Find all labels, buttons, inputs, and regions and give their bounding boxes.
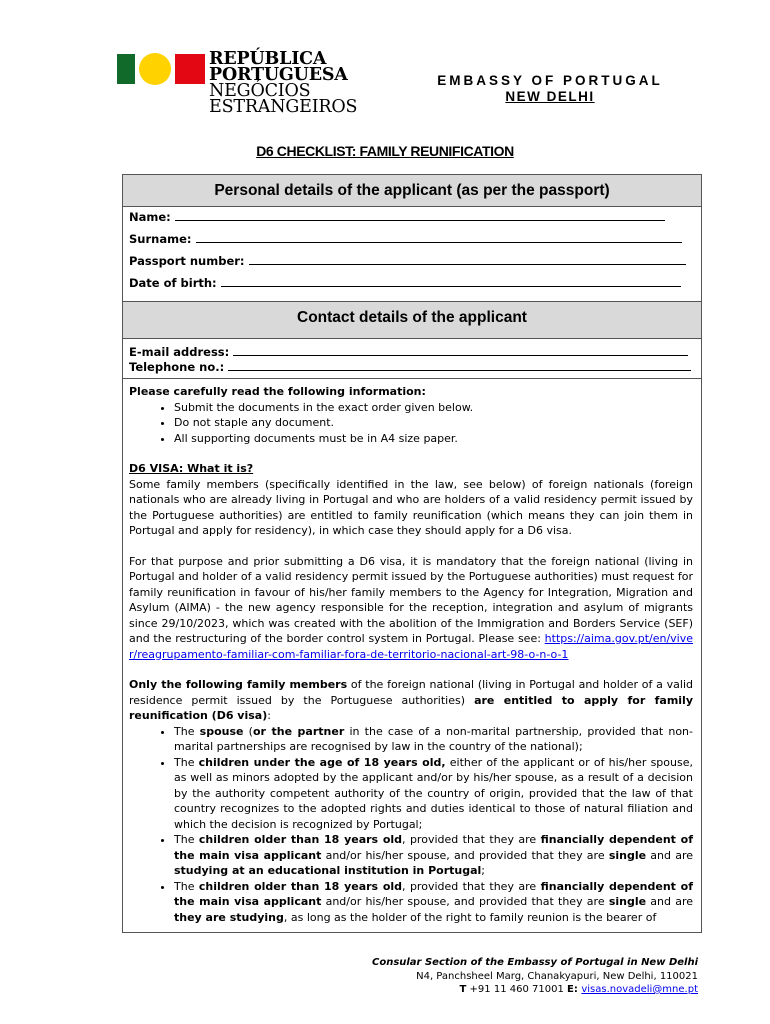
text: , provided that they are [402, 879, 541, 893]
email-input-line[interactable] [233, 345, 688, 356]
bold: children under the age of 18 years old, [198, 755, 446, 769]
contact-details-heading: Contact details of the applicant [123, 301, 701, 339]
bold: or the partner [252, 724, 345, 738]
footer-colon: : [573, 984, 582, 995]
logo-red-square [175, 54, 205, 84]
text: and are [646, 895, 694, 908]
text: , as long as the holder of the right to family reunion is the bearer of [283, 910, 657, 924]
info-item: • Submit the documents in the exact order given below. [174, 400, 693, 416]
text: in the case of a non-marital partnership, provided that non-marital partnerships are recognised by law in the country of the national); [174, 724, 693, 753]
intro-bold-1: Only the following family members [129, 678, 348, 691]
text: and/or his/her spouse, and provided that they are [321, 895, 609, 908]
personal-details-heading: Personal details of the applicant (as per the passport) [123, 175, 701, 207]
surname-label: Surname: [129, 232, 192, 246]
checklist-form [122, 174, 702, 933]
bold: single [608, 895, 647, 908]
bold: financially dependent of the main visa applicant [174, 833, 693, 862]
email-field[interactable] [129, 345, 693, 359]
date-of-birth-input-line[interactable] [221, 276, 681, 287]
aima-link[interactable]: https://aima.gov.pt/en/viver/reagrupamento-familiar-com-familiar-fora-de-territorio-nacional-art-98-o-n-o-1 [129, 632, 694, 661]
intro-text-1: of the foreign national (living in Portugal and holder of a valid residence permit issued by the Portuguese authorities) [129, 678, 693, 707]
telephone-input-line[interactable] [228, 360, 691, 371]
date-of-birth-field[interactable] [129, 276, 693, 290]
text: either of the applicant or of his/her spouse, as well as minors adopted by the applicant and/or by his/her spouse, as a result of a decision by the authority competent authority of the country of origin, provided that the law of that country recognizes to the adopted rights and duties identical to those of natural filiation and which the decision is recognized by Portugal; [174, 755, 693, 831]
email-label: E-mail address: [129, 345, 230, 359]
text: The [174, 724, 200, 738]
phone-label: T [459, 984, 467, 995]
telephone-field[interactable] [129, 360, 693, 374]
name-label: Name: [129, 210, 171, 224]
text: ; [481, 864, 485, 877]
d6-paragraph-2-text: For that purpose and prior submitting a D6 visa, it is mandatory that the foreign national (living in Portugal and holder of a valid residency permit issued by the Portuguese authorities) must request for family reunification in favour of his/her family members to the Agency for Integration, Migration and Asylum (AIMA) - the new agency responsible for the reception, integration and asylum of migrants since 29/10/2023, which was created with the abolition of the Immigration and Borders Service (SEF) and the restructuring of the border control system in Portugal. Please see: [129, 554, 693, 645]
member-children-under-18 [174, 755, 693, 833]
footer-consular-section: Consular Section of the Embassy of Portugal in New Delhi [371, 957, 698, 968]
name-field[interactable] [129, 210, 693, 224]
info-item: • Do not staple any document. [174, 415, 693, 431]
surname-input-line[interactable] [196, 232, 682, 243]
logo-yellow-circle [139, 53, 171, 85]
d6-paragraph-2 [129, 554, 693, 663]
text: The [174, 833, 199, 846]
information-section [129, 384, 693, 925]
member-spouse [174, 724, 693, 755]
passport-number-field[interactable] [129, 254, 693, 268]
footer-email-link[interactable]: visas.novadeli@mne.pt [581, 984, 698, 995]
logo-text-line-1: REPÚBLICA [209, 49, 327, 69]
text: The [174, 879, 199, 893]
text: and/or his/her spouse, and provided that they are [321, 848, 609, 862]
bold: single [608, 848, 647, 862]
footer-address: N4, Panchsheel Marg, Chanakyapuri, New Delhi, 110021 [416, 970, 698, 982]
bold: children older than 18 years old [198, 833, 403, 846]
logo-green-bar [117, 54, 135, 84]
intro-text-2: : [267, 709, 271, 722]
d6-paragraph-1: Some family members (specifically identified in the law, see below) of foreign nationals (foreign nationals who are already living in Portugal and who are holders of a valid residency permit issued by the Portuguese authorities) are entitled to family reunification (which means they can join them in Portugal and apply for residency), in which case they should apply for a D6 visa. [129, 477, 693, 537]
embassy-city: NEW DELHI [505, 89, 595, 104]
footer-contact [372, 983, 698, 997]
d6-visa-heading: D6 VISA: What it is? [129, 462, 254, 475]
bold: children older than 18 years old [198, 879, 403, 893]
email-label-footer: E [567, 984, 574, 995]
logo-text-line-4: ESTRANGEIROS [209, 97, 358, 117]
date-of-birth-label: Date of birth: [129, 276, 217, 290]
bold: financially dependent of the main visa applicant [174, 879, 693, 908]
bold: they are studying [174, 910, 284, 924]
text: , provided that they are [402, 833, 541, 846]
info-list [129, 400, 693, 447]
family-members-list [129, 724, 693, 926]
info-item: • All supporting documents must be in A4 size paper. [174, 431, 693, 447]
bold: spouse [199, 724, 244, 738]
telephone-label: Telephone no.: [129, 360, 225, 374]
member-children-over-18-studying-in-portugal [174, 832, 693, 879]
document-title: D6 CHECKLIST: FAMILY REUNIFICATION [256, 143, 514, 159]
bold: studying at an educational institution in Portugal [174, 864, 482, 877]
text: and are [646, 848, 694, 862]
passport-number-label: Passport number: [129, 254, 245, 268]
section-divider [123, 378, 701, 379]
intro-bold-2: are entitled to apply for family reunification (D6 visa) [129, 693, 693, 722]
footer-phone: +91 11 460 71001 [466, 984, 567, 995]
surname-field[interactable] [129, 232, 693, 246]
logo-text-line-2: PORTUGUESA [209, 65, 348, 85]
passport-number-input-line[interactable] [249, 254, 686, 265]
embassy-name: EMBASSY OF PORTUGAL [437, 73, 663, 88]
embassy-header [425, 73, 675, 105]
text: The [174, 755, 199, 769]
logo-text-line-3: NEGÓCIOS [209, 81, 311, 101]
portugal-government-logo [117, 50, 357, 122]
text: ( [243, 724, 253, 738]
family-members-intro [129, 677, 693, 724]
name-input-line[interactable] [175, 210, 665, 221]
info-heading: Please carefully read the following information: [129, 385, 426, 398]
page-footer [372, 956, 698, 997]
member-children-over-18-studying [174, 879, 693, 926]
